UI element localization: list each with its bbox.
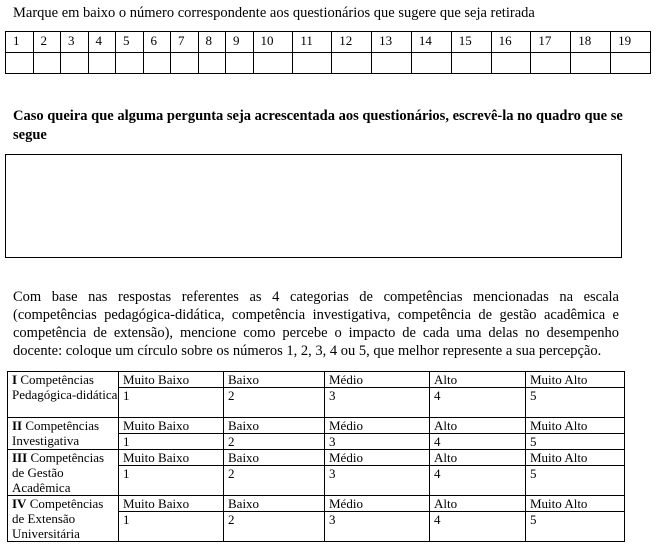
category-label [8,372,119,418]
scale-label: Muito Baixo [119,372,224,388]
rating-option[interactable]: 2 [224,434,325,450]
rating-option[interactable]: 5 [526,466,625,496]
category-roman: III [12,450,28,465]
mark-cell[interactable] [611,53,651,74]
number-cell: 1 [6,32,34,53]
rating-option[interactable]: 5 [526,512,625,542]
number-mark-row [6,53,651,74]
scale-label: Alto [430,418,526,434]
category-word: Competências [30,450,105,465]
suggestion-text-box[interactable] [5,154,622,258]
category-row [8,418,625,434]
category-label [8,450,119,496]
scale-label: Muito Baixo [119,496,224,512]
mark-cell[interactable] [253,53,293,74]
mark-cell[interactable] [143,53,171,74]
mark-cell[interactable] [33,53,61,74]
number-cell: 12 [332,32,372,53]
category-name: Investigativa [12,433,80,448]
number-cell: 16 [491,32,531,53]
rating-option[interactable]: 4 [430,512,526,542]
rating-option[interactable]: 3 [325,466,430,496]
category-row [8,372,625,388]
rating-option[interactable]: 1 [119,434,224,450]
mark-cell[interactable] [226,53,254,74]
mark-cell[interactable] [116,53,144,74]
scale-label: Muito Baixo [119,450,224,466]
scale-label: Muito Baixo [119,418,224,434]
rating-option[interactable]: 4 [430,388,526,418]
category-roman: I [12,372,18,387]
scale-label: Muito Alto [526,450,625,466]
category-label [8,418,119,450]
scale-label: Médio [325,450,430,466]
rating-option[interactable]: 2 [224,512,325,542]
scale-label: Baixo [224,450,325,466]
number-cell: 5 [116,32,144,53]
category-roman: II [12,418,23,433]
number-cell: 3 [61,32,89,53]
instruction-rate-competencies: Com base nas respostas referentes as 4 categorias de competências mencionadas na escala (competências pedagógica-didática, competência investigativa, competência de gestão acadêmica e competência de extensão), mencione como percebe o impacto de cada uma delas no desempenho docente: coloque um círculo sobre os números 1, 2, 3, 4 ou 5, que melhor represente a sua percepção. [13,289,619,359]
category-roman: IV [12,496,27,511]
mark-cell[interactable] [332,53,372,74]
mark-cell[interactable] [372,53,412,74]
rating-option[interactable]: 4 [430,434,526,450]
instruction-add-question: Caso queira que alguma pergunta seja acrescentada aos questionários, escrevê-la no quadro que se segue [13,108,623,143]
mark-cell[interactable] [451,53,491,74]
number-cell: 15 [451,32,491,53]
competency-rating-table [7,371,625,542]
category-word: Competências [25,418,100,433]
scale-label: Alto [430,372,526,388]
scale-label: Baixo [224,496,325,512]
category-name: Pedagógica-didática [12,387,118,402]
instruction-remove-questions: Marque em baixo o número correspondente aos questionários que sugere que seja retirada [13,5,535,21]
number-cell: 13 [372,32,412,53]
number-cell: 9 [226,32,254,53]
scale-label: Muito Alto [526,496,625,512]
rating-option[interactable]: 3 [325,388,430,418]
mark-cell[interactable] [198,53,226,74]
category-name: de Extensão Universitária [12,511,80,541]
mark-cell[interactable] [531,53,571,74]
number-cell: 4 [88,32,116,53]
rating-option[interactable]: 2 [224,466,325,496]
number-cell: 10 [253,32,293,53]
mark-cell[interactable] [293,53,332,74]
scale-label: Médio [325,418,430,434]
scale-label: Baixo [224,418,325,434]
rating-option[interactable]: 5 [526,388,625,418]
category-row [8,496,625,512]
mark-cell[interactable] [88,53,116,74]
number-header-row [6,32,651,53]
number-cell: 18 [571,32,611,53]
scale-label: Médio [325,372,430,388]
category-name: de Gestão Acadêmica [12,465,71,495]
mark-cell[interactable] [411,53,451,74]
rating-option[interactable]: 1 [119,512,224,542]
rating-option[interactable]: 3 [325,434,430,450]
category-row [8,450,625,466]
number-cell: 6 [143,32,171,53]
rating-option[interactable]: 2 [224,388,325,418]
number-cell: 2 [33,32,61,53]
mark-cell[interactable] [61,53,89,74]
number-cell: 7 [171,32,199,53]
number-cell: 17 [531,32,571,53]
rating-option[interactable]: 4 [430,466,526,496]
rating-option[interactable]: 5 [526,434,625,450]
category-label [8,496,119,542]
scale-label: Médio [325,496,430,512]
scale-label: Muito Alto [526,418,625,434]
scale-label: Muito Alto [526,372,625,388]
number-cell: 11 [293,32,332,53]
question-number-table [5,31,651,74]
mark-cell[interactable] [491,53,531,74]
number-cell: 19 [611,32,651,53]
scale-label: Alto [430,450,526,466]
scale-label: Baixo [224,372,325,388]
mark-cell[interactable] [571,53,611,74]
rating-option[interactable]: 3 [325,512,430,542]
scale-label: Alto [430,496,526,512]
mark-cell[interactable] [171,53,199,74]
number-cell: 14 [411,32,451,53]
category-word: Competências [20,372,94,387]
category-word: Competências [29,496,104,511]
number-cell: 8 [198,32,226,53]
rating-option[interactable]: 1 [119,466,224,496]
rating-option[interactable]: 1 [119,388,224,418]
mark-cell[interactable] [6,53,34,74]
